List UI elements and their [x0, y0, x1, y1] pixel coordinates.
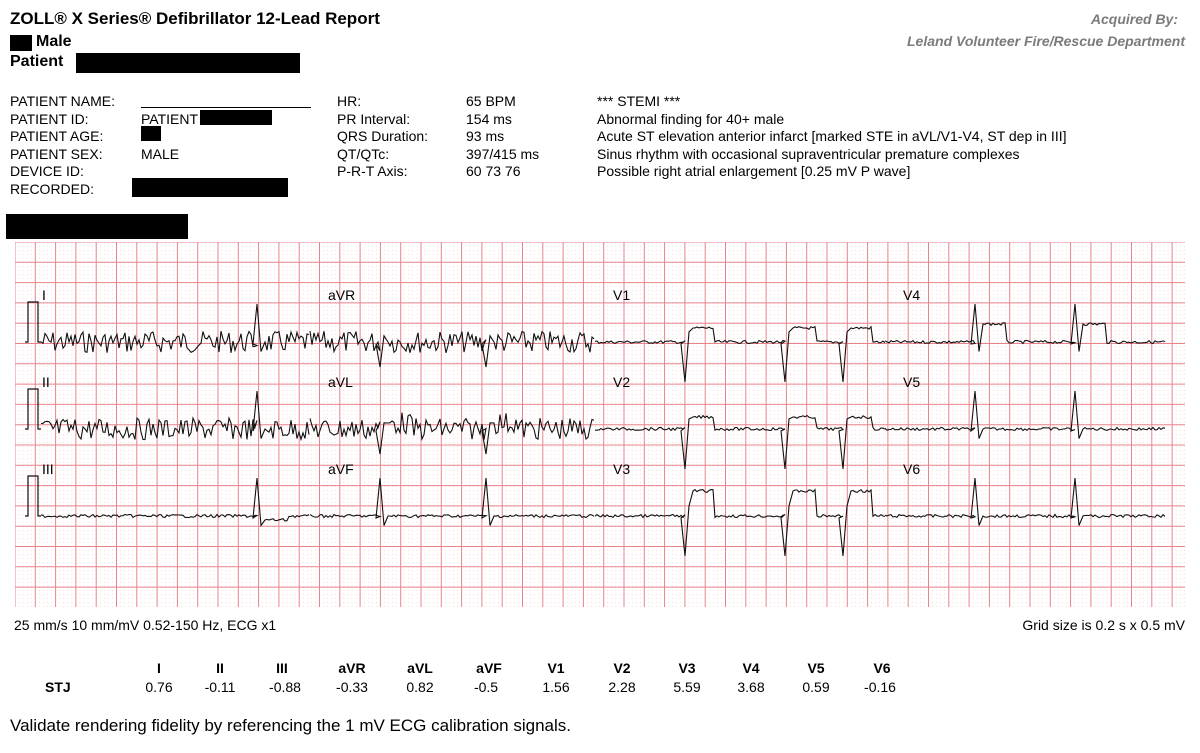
- lead-label-iii: III: [42, 461, 54, 477]
- calibration-pulse: [25, 302, 41, 342]
- prt-axis-label: P-R-T Axis:: [337, 163, 408, 179]
- redaction-bar: [141, 126, 161, 141]
- qt-qtc-value: 397/415 ms: [466, 145, 540, 162]
- hr-label: HR:: [337, 93, 362, 109]
- lead-label-avf: aVF: [328, 461, 354, 477]
- patient-sex-value: MALE: [141, 145, 180, 162]
- ecg-trace-v2: [595, 416, 885, 470]
- patient-sex-label: PATIENT SEX:: [10, 145, 103, 162]
- prt-axis-value: 60 73 76: [466, 163, 521, 179]
- patient-id-label: PATIENT ID:: [10, 110, 89, 127]
- acquired-by-label: Acquired By:: [1090, 11, 1178, 27]
- lead-label-v2: V2: [613, 374, 631, 390]
- ecg-settings: 25 mm/s 10 mm/mV 0.52-150 Hz, ECG x1: [14, 617, 277, 633]
- device-id-label: DEVICE ID:: [10, 163, 84, 179]
- interpretation-line: Sinus rhythm with occasional supraventricular premature complexes: [597, 145, 1020, 162]
- lead-label-v3: V3: [613, 461, 631, 477]
- stj-value: -0.16: [864, 679, 896, 695]
- stj-lead-header: V4: [742, 660, 760, 676]
- lead-label-v1: V1: [613, 287, 631, 303]
- pr-interval-value: 154 ms: [466, 110, 512, 127]
- redaction-bar: [132, 178, 288, 197]
- measurement-values: [466, 93, 539, 181]
- ecg-trace-avr: [310, 331, 594, 367]
- ecg-lead-labels: [42, 287, 920, 477]
- stj-value: 1.56: [542, 679, 570, 695]
- stj-label: STJ: [45, 679, 71, 695]
- stj-value: 5.59: [673, 679, 701, 695]
- stj-value: -0.11: [204, 679, 236, 695]
- ecg-trace-i: [41, 304, 309, 353]
- qt-qtc-label: QT/QTc:: [337, 145, 390, 162]
- stj-value: -0.33: [336, 679, 368, 695]
- measurement-labels: [337, 93, 428, 181]
- patient-sex-heading: Male: [36, 33, 72, 50]
- stj-value: 0.82: [406, 679, 434, 695]
- calibration-pulse: [25, 389, 41, 429]
- lead-label-v4: V4: [903, 287, 921, 303]
- stj-lead-header: I: [157, 660, 161, 676]
- stj-lead-header: V1: [547, 660, 565, 676]
- lead-label-v5: V5: [903, 374, 921, 390]
- ecg-trace-v5: [885, 391, 1165, 439]
- patient-heading: Patient: [10, 53, 64, 70]
- stj-lead-header: V6: [873, 660, 891, 676]
- lead-label-avl: aVL: [328, 374, 353, 390]
- ecg-gridlines: [15, 242, 1185, 607]
- patient-name-label: PATIENT NAME:: [10, 93, 116, 109]
- stj-lead-header: V5: [807, 660, 825, 676]
- stj-value: -0.5: [473, 679, 499, 695]
- lead-label-v6: V6: [903, 461, 921, 477]
- interpretation-line: Abnormal finding for 40+ male: [597, 110, 785, 127]
- acquired-by-organization: Leland Volunteer Fire/Rescue Department: [907, 33, 1185, 49]
- stj-value: 2.28: [608, 679, 636, 695]
- interpretation-line: *** STEMI ***: [597, 93, 681, 109]
- interpretation-line: Acute ST elevation anterior infarct [marked STE in aVL/V1-V4, ST dep in III]: [597, 128, 1067, 144]
- ecg-trace-avl: [310, 413, 594, 454]
- qrs-duration-label: QRS Duration:: [337, 128, 429, 144]
- grid-size-note: Grid size is 0.2 s x 0.5 mV: [1022, 617, 1185, 633]
- pr-interval-label: PR Interval:: [337, 110, 411, 127]
- redaction-bar: [10, 35, 32, 51]
- qrs-duration-value: 93 ms: [466, 128, 505, 144]
- ecg-traces: [25, 302, 1165, 556]
- stj-lead-header: V2: [613, 660, 631, 676]
- ecg-strip: [15, 242, 1185, 607]
- stj-lead-header: II: [216, 660, 224, 676]
- patient-labels: [10, 93, 115, 198]
- ecg-trace-v4: [885, 304, 1165, 352]
- report-title: ZOLL® X Series® Defibrillator 12-Lead Report: [10, 9, 380, 28]
- calibration-pulse: [25, 476, 41, 516]
- redaction-bar: [200, 110, 272, 125]
- ecg-trace-v1: [595, 327, 885, 382]
- stj-lead-header: aVR: [338, 660, 366, 676]
- stj-value: 0.59: [802, 679, 830, 695]
- stj-lead-header: aVF: [476, 660, 502, 676]
- stj-lead-header: V3: [678, 660, 696, 676]
- patient-id-value: PATIENT: [141, 110, 199, 127]
- lead-label-ii: II: [42, 374, 50, 390]
- ecg-trace-ii: [41, 391, 309, 440]
- stj-value: 3.68: [737, 679, 765, 695]
- patient-age-label: PATIENT AGE:: [10, 128, 104, 144]
- interpretation-list: [597, 93, 1067, 181]
- redaction-bar: [76, 53, 300, 73]
- stj-lead-header: III: [276, 660, 288, 676]
- stj-value: 0.76: [145, 679, 173, 695]
- stj-value: -0.88: [269, 679, 301, 695]
- lead-label-avr: aVR: [328, 287, 356, 303]
- stj-lead-header: aVL: [407, 660, 433, 676]
- hr-value: 65 BPM: [466, 93, 516, 109]
- lead-label-i: I: [42, 287, 46, 303]
- patient-name-value: [141, 93, 198, 111]
- interpretation-line: Possible right atrial enlargement [0.25 mV P wave]: [597, 163, 911, 179]
- recorded-label: RECORDED:: [10, 180, 95, 197]
- validation-note: Validate rendering fidelity by referencing the 1 mV ECG calibration signals.: [10, 716, 571, 735]
- redaction-bar: [6, 214, 188, 239]
